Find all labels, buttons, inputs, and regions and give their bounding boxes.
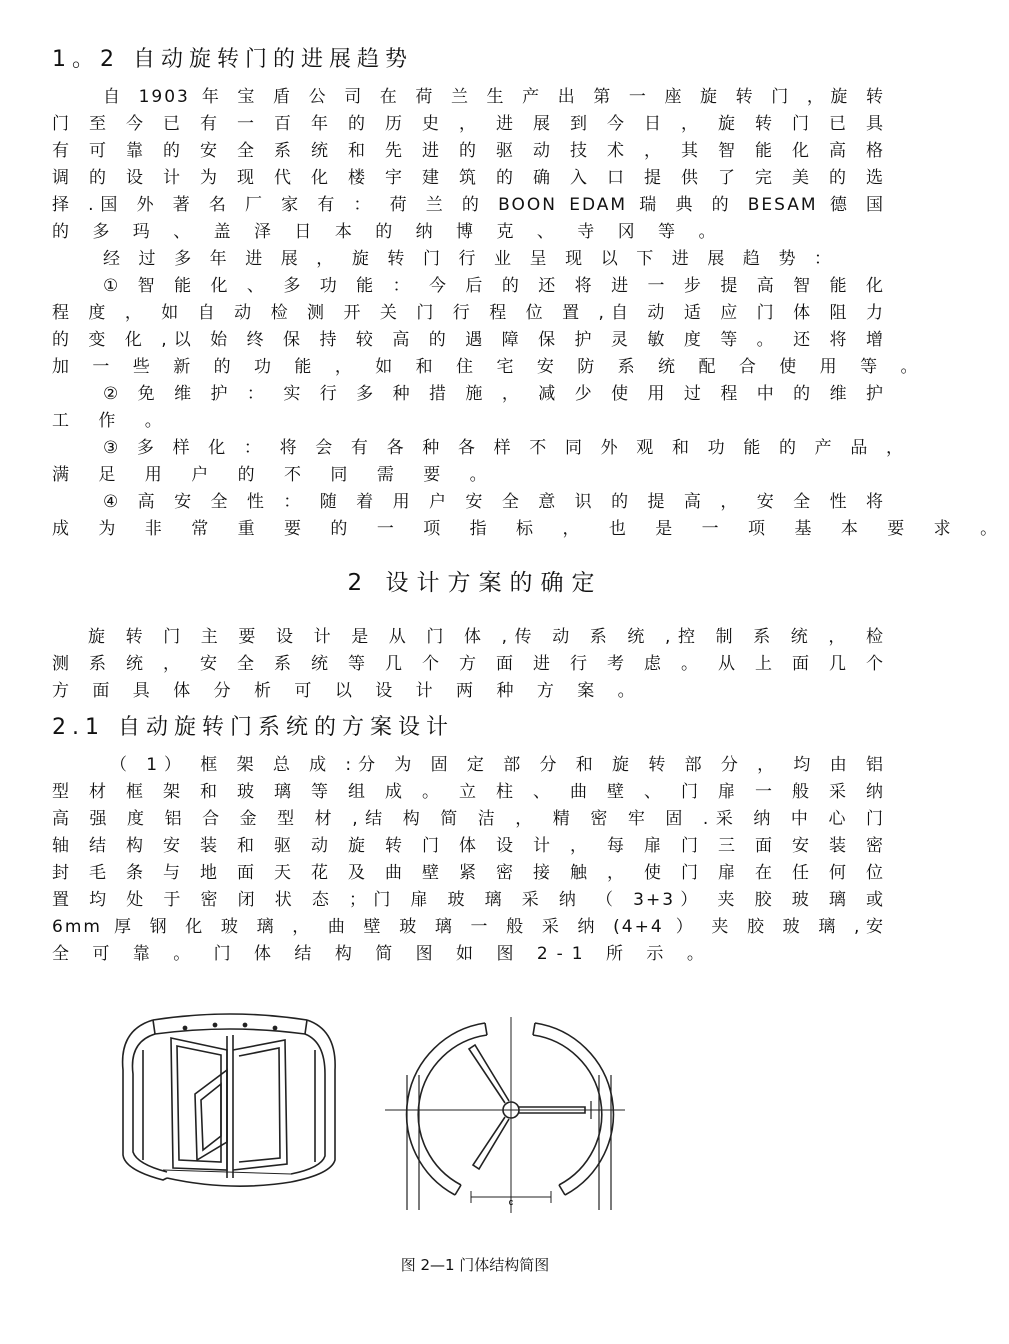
paragraph-line: 全 可 靠 。 门 体 结 构 简 图 如 图 2-1 所 示 。 xyxy=(52,944,713,964)
paragraph-line: 型 材 框 架 和 玻 璃 等 组 成 。 立 柱 、 曲 壁 、 门 扉 一 般 采 纳 xyxy=(52,782,885,802)
paragraph-line: 门 至 今 已 有 一 百 年 的 历 史 ， 进 展 到 今 日 ， 旋 转 门 已 具 xyxy=(52,114,885,134)
dimension-label: c xyxy=(508,1197,514,1207)
paragraph-line: 方 面 具 体 分 析 可 以 设 计 两 种 方 案 。 xyxy=(52,681,644,701)
paragraph-line: 择 .国 外 著 名 厂 家 有 ： 荷 兰 的 BOON EDAM 瑞 典 的 BESAM 德 国 xyxy=(52,195,885,215)
list-item-line: ④ 高 安 全 性 ： 随 着 用 户 安 全 意 识 的 提 高 ， 安 全 性 将 xyxy=(103,492,885,512)
section-heading-2: 2 设计方案的确定 xyxy=(347,570,603,596)
paragraph-line: 旋 转 门 主 要 设 计 是 从 门 体 ,传 动 系 统 ,控 制 系 统 ， 检 xyxy=(88,627,885,647)
list-item-line: ② 免 维 护 ： 实 行 多 种 措 施 ， 减 少 使 用 过 程 中 的 维 护 xyxy=(103,384,885,404)
list-item-line: 工 作 。 xyxy=(52,411,174,431)
figure-caption: 图 2—1 门体结构简图 xyxy=(400,1256,550,1274)
section-heading-1-2: 1。2 自动旋转门的进展趋势 xyxy=(52,47,413,72)
paragraph-line: 封 毛 条 与 地 面 天 花 及 曲 壁 紧 密 接 触 ， 使 门 扉 在 任 何 位 xyxy=(52,863,885,883)
section-heading-2-1: 2.1 自动旋转门系统的方案设计 xyxy=(52,715,454,740)
list-item-line: 满 足 用 户 的 不 同 需 要 。 xyxy=(52,465,499,485)
list-item-line: 的 变 化 ,以 始 终 保 持 较 高 的 遇 障 保 护 灵 敏 度 等 。 还 将 增 xyxy=(52,330,885,350)
paragraph-line: 置 均 处 于 密 闭 状 态 ；门 扉 玻 璃 采 纳 （ 3+3） 夹 胶 玻 璃 或 xyxy=(52,890,885,910)
paragraph-line: 的 多 玛 、 盖 泽 日 本 的 纳 博 克 、 寺 冈 等 。 xyxy=(52,222,725,242)
paragraph-line: 高 强 度 铝 合 金 型 材 ,结 构 简 洁 ， 精 密 牢 固 .采 纳 中 心 门 xyxy=(52,809,885,829)
paragraph-line: 测 系 统 ， 安 全 系 统 等 几 个 方 面 进 行 考 虑 。 从 上 面 几 个 xyxy=(52,654,885,674)
revolving-door-plan-drawing xyxy=(385,1015,625,1215)
paragraph-line: 有 可 靠 的 安 全 系 统 和 先 进 的 驱 动 技 术 ， 其 智 能 化 高 格 xyxy=(52,141,885,161)
list-item-line: ③ 多 样 化 ： 将 会 有 各 种 各 样 不 同 外 观 和 功 能 的 产 品 ， xyxy=(103,438,905,458)
paragraph-line: 经 过 多 年 进 展 ， 旋 转 门 行 业 呈 现 以 下 进 展 趋 势 ： xyxy=(103,249,833,269)
paragraph-line: 调 的 设 计 为 现 代 化 楼 宇 建 筑 的 确 入 口 提 供 了 完 美 的 选 xyxy=(52,168,885,188)
paragraph-line: （ 1） 框 架 总 成 :分 为 固 定 部 分 和 旋 转 部 分 ， 均 由 铝 xyxy=(110,755,885,775)
list-item-line: 成 为 非 常 重 要 的 一 项 指 标 ， 也 是 一 项 基 本 要 求 。 xyxy=(52,519,1009,539)
revolving-door-perspective-drawing xyxy=(115,1010,345,1195)
paragraph-line: 轴 结 构 安 装 和 驱 动 旋 转 门 体 设 计 ， 每 扉 门 三 面 安 装 密 xyxy=(52,836,885,856)
list-item-line: 程 度 ， 如 自 动 检 测 开 关 门 行 程 位 置 ,自 动 适 应 门 体 阻 力 xyxy=(52,303,885,323)
paragraph-line: 6mm 厚 钢 化 玻 璃 ， 曲 壁 玻 璃 一 般 采 纳 (4+4 ） 夹 胶 玻 璃 ,安 xyxy=(52,917,885,937)
paragraph-line: 自 1903 年 宝 盾 公 司 在 荷 兰 生 产 出 第 一 座 旋 转 门 ，旋 转 xyxy=(103,87,885,107)
list-item-line: 加 一 些 新 的 功 能 ， 如 和 住 宅 安 防 系 统 配 合 使 用 等 。 xyxy=(52,357,927,377)
list-item-line: ① 智 能 化 、 多 功 能 ： 今 后 的 还 将 进 一 步 提 高 智 能 化 xyxy=(103,276,885,296)
